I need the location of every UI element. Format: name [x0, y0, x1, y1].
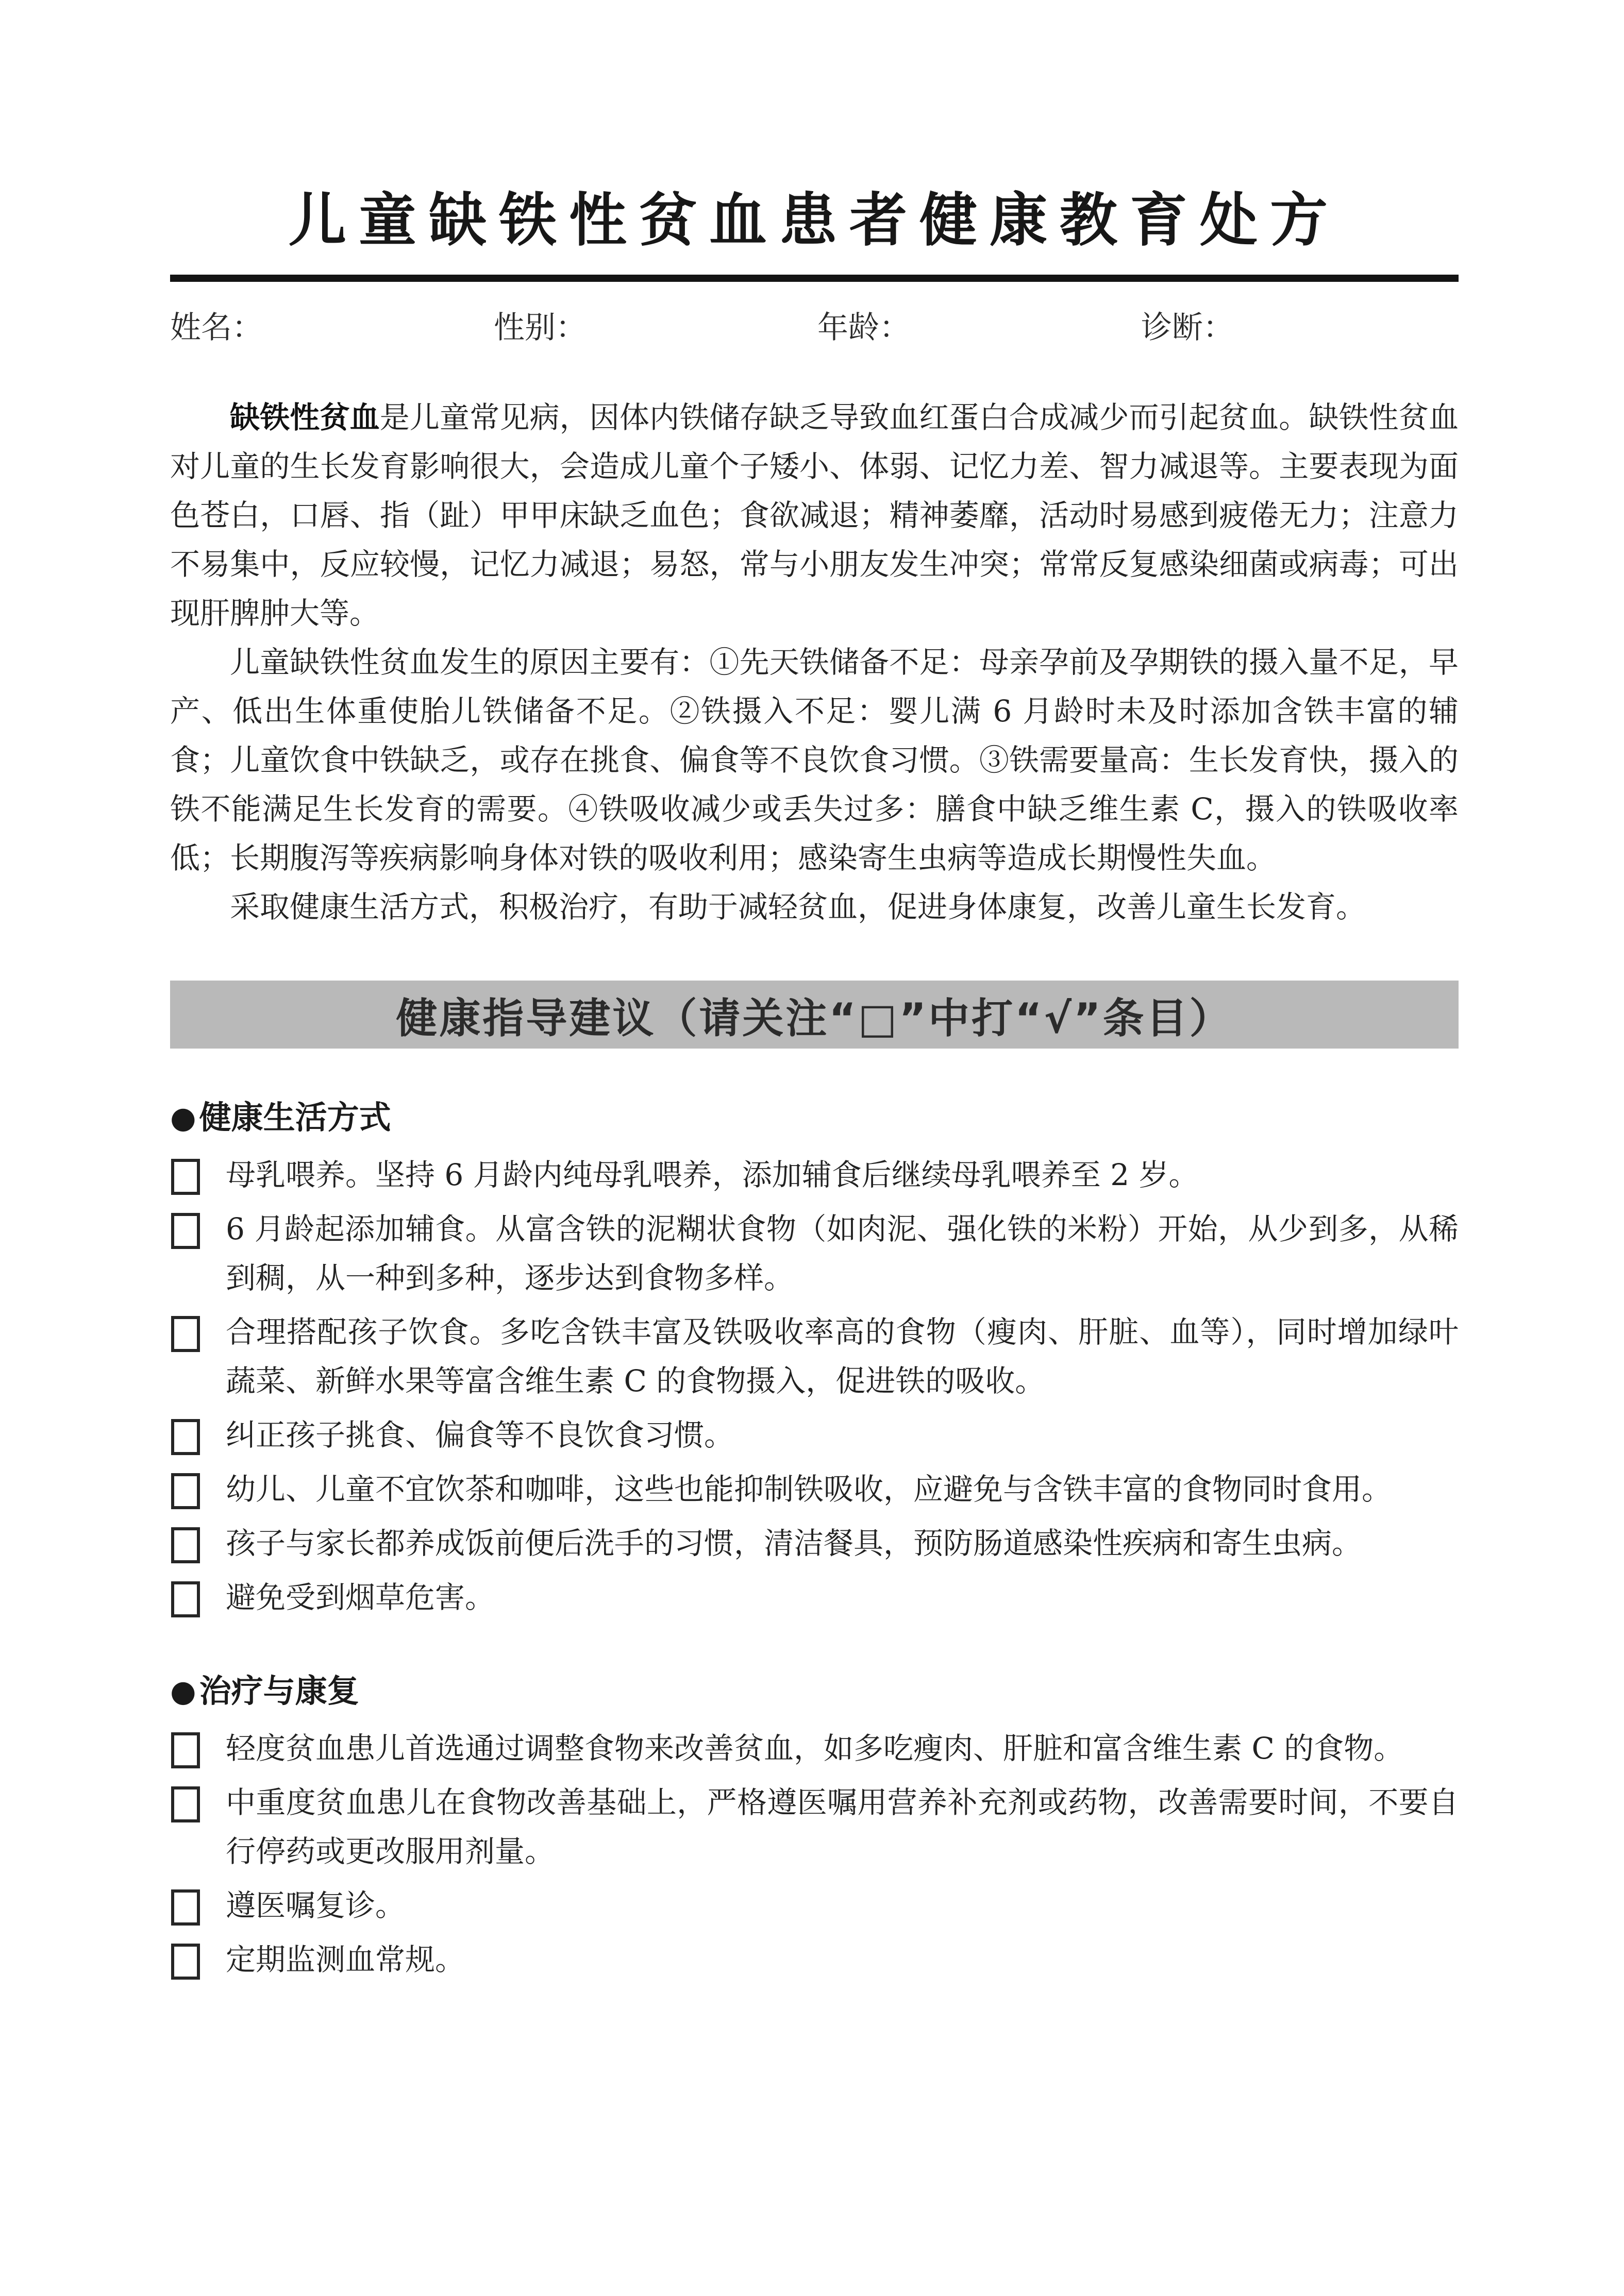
page-title: 儿童缺铁性贫血患者健康教育处方	[289, 187, 1340, 254]
name-field-label: 姓名：	[170, 310, 263, 346]
section-heading-label: 治疗与康复	[199, 1672, 359, 1710]
intro-paragraph-1-lead: 缺铁性贫血	[230, 400, 380, 435]
checklist-item	[170, 1724, 1459, 1773]
intro-paragraph-3: 采取健康生活方式，积极治疗，有助于减轻贫血，促进身体康复，改善儿童生长发育。	[230, 889, 1366, 924]
checkbox[interactable]	[171, 1732, 200, 1768]
checklist-item	[170, 1411, 1459, 1460]
section-heading-label: 健康生活方式	[199, 1099, 391, 1136]
checklist-item	[170, 1519, 1459, 1568]
title-divider	[170, 275, 1459, 282]
checklist-item-text: 6 月龄起添加辅食。从富含铁的泥糊状食物（如肉泥、强化铁的米粉）开始，从少到多，从稀到稠，从一种到多种，逐步达到食物多样。	[226, 1211, 1459, 1295]
section-heading-healthy-lifestyle	[170, 1099, 1459, 1136]
checklist-item	[170, 1465, 1459, 1514]
checklist-item-text: 合理搭配孩子饮食。多吃含铁丰富及铁吸收率高的食物（瘦肉、肝脏、血等），同时增加绿叶蔬菜、新鲜水果等富含维生素 C 的食物摄入，促进铁的吸收。	[226, 1314, 1459, 1398]
guidance-banner	[170, 981, 1459, 1049]
patient-info-row	[170, 308, 1459, 348]
treatment-recovery-checklist	[170, 1724, 1459, 1984]
checkbox[interactable]	[171, 1786, 200, 1822]
checklist-item-text: 遵医嘱复诊。	[226, 1888, 406, 1923]
checklist-item-text: 母乳喂养。坚持 6 月龄内纯母乳喂养，添加辅食后继续母乳喂养至 2 岁。	[226, 1157, 1199, 1192]
diagnosis-field-label: 诊断：	[1141, 310, 1234, 346]
checklist-item-text: 中重度贫血患儿在食物改善基础上，严格遵医嘱用营养补充剂或药物，改善需要时间，不要自行停药或更改服用剂量。	[226, 1785, 1459, 1869]
section-bullet-icon: ●	[170, 1674, 196, 1709]
checklist-item	[170, 1151, 1459, 1200]
checkbox[interactable]	[171, 1527, 200, 1563]
checkbox[interactable]	[171, 1419, 200, 1455]
checkbox[interactable]	[171, 1889, 200, 1926]
checkbox[interactable]	[171, 1159, 200, 1195]
sex-field-label: 性别：	[494, 310, 587, 346]
checkbox[interactable]	[171, 1944, 200, 1980]
checklist-item-text: 纠正孩子挑食、偏食等不良饮食习惯。	[226, 1417, 734, 1453]
checklist-item-text: 孩子与家长都养成饭前便后洗手的习惯，清洁餐具，预防肠道感染性疾病和寄生虫病。	[226, 1526, 1362, 1561]
checklist-item-text: 轻度贫血患儿首选通过调整食物来改善贫血，如多吃瘦肉、肝脏和富含维生素 C 的食物。	[226, 1731, 1404, 1766]
age-field-label: 年龄：	[817, 310, 910, 346]
checklist-item	[170, 1308, 1459, 1406]
section-bullet-icon: ●	[170, 1100, 196, 1135]
healthy-lifestyle-checklist	[170, 1151, 1459, 1622]
checklist-item	[170, 1573, 1459, 1622]
intro-paragraph-1	[170, 393, 1459, 638]
intro-paragraph-1-body: 是儿童常见病，因体内铁储存缺乏导致血红蛋白合成减少而引起贫血。缺铁性贫血对儿童的生长发育影响很大，会造成儿童个子矮小、体弱、记忆力差、智力减退等。主要表现为面色苍白，口唇、指（趾）甲甲床缺乏血色；食欲减退；精神萎靡，活动时易感到疲倦无力；注意力不易集中，反应较慢，记忆力减退；易怒，常与小朋友发生冲突；常常反复感染细菌或病毒；可出现肝脾肿大等。	[170, 400, 1459, 631]
intro-paragraph-2: 儿童缺铁性贫血发生的原因主要有：①先天铁储备不足：母亲孕前及孕期铁的摄入量不足，早产、低出生体重使胎儿铁储备不足。②铁摄入不足：婴儿满 6 月龄时未及时添加含铁丰富的辅食；儿童饮食中铁缺乏，或存在挑食、偏食等不良饮食习惯。③铁需要量高：生长发育快，摄入的铁不能满足生长发育的需要。④铁吸收减少或丢失过多：膳食中缺乏维生素 C，摄入的铁吸收率低；长期腹泻等疾病影响身体对铁的吸收利用；感染寄生虫病等造成长期慢性失血。	[170, 645, 1459, 875]
checkbox[interactable]	[171, 1213, 200, 1249]
intro-text	[170, 393, 1459, 932]
checklist-item-text: 定期监测血常规。	[226, 1942, 465, 1977]
guidance-banner-title: 健康指导建议（请关注“□”中打“√”条目）	[396, 994, 1233, 1042]
checklist-item	[170, 1205, 1459, 1303]
checkbox[interactable]	[171, 1473, 200, 1509]
checklist-item	[170, 1935, 1459, 1984]
checkbox[interactable]	[171, 1316, 200, 1352]
checklist-item-text: 幼儿、儿童不宜饮茶和咖啡，这些也能抑制铁吸收，应避免与含铁丰富的食物同时食用。	[226, 1472, 1392, 1507]
checklist-item-text: 避免受到烟草危害。	[226, 1580, 495, 1615]
checklist-item	[170, 1881, 1459, 1930]
checklist-item	[170, 1778, 1459, 1876]
section-heading-treatment-recovery	[170, 1673, 1459, 1710]
checkbox[interactable]	[171, 1581, 200, 1617]
